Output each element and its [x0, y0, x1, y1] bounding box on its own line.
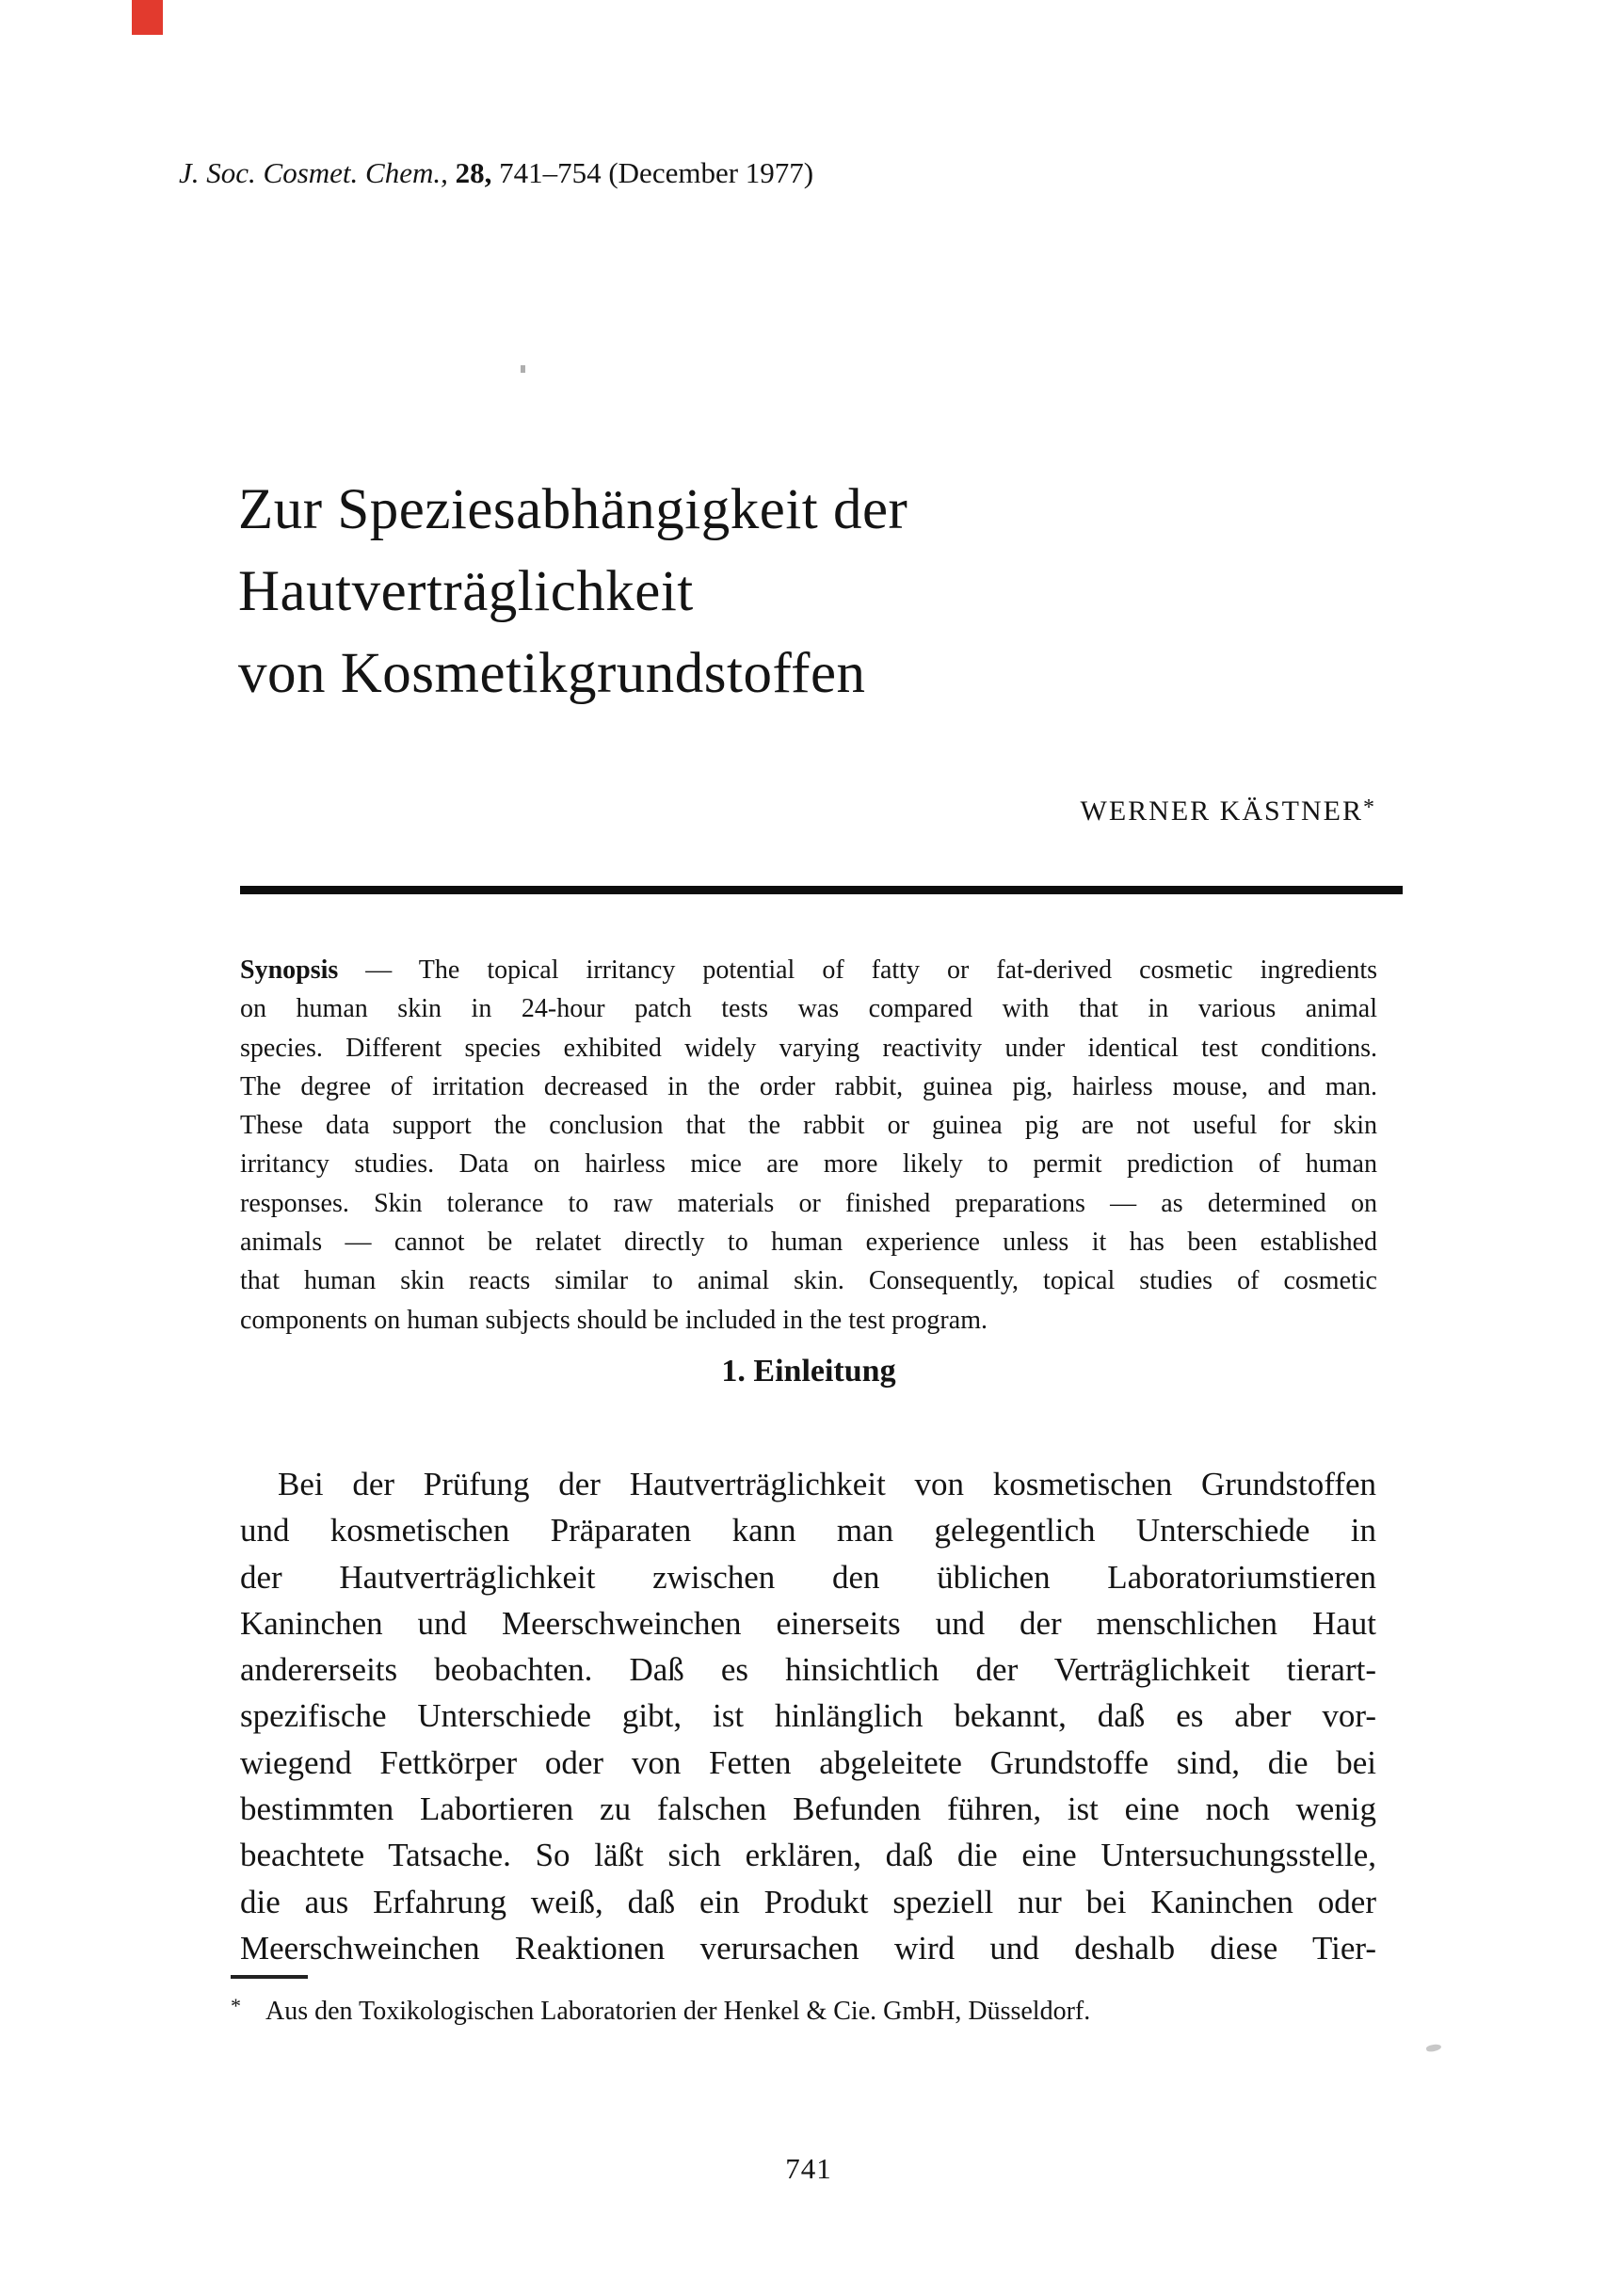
synopsis-line: animals — cannot be relatet directly to human experience unless it has been established [240, 1228, 1377, 1258]
journal-volume: 28, [455, 156, 492, 189]
author-footnote-marker: * [1363, 795, 1374, 820]
synopsis-line: These data support the conclusion that the rabbit or guinea pig are not useful for skin [240, 1111, 1377, 1141]
synopsis-line [240, 951, 1377, 989]
footnote-divider [231, 1975, 308, 1979]
body-line: Meerschweinchen Reaktionen verursachen wird und deshalb diese Tier- [240, 1929, 1376, 1967]
body-paragraph [240, 1461, 1376, 1971]
synopsis-line: irritancy studies. Data on hairless mice are more likely to permit prediction of human [240, 1149, 1377, 1180]
body-line: beachtete Tatsache. So läßt sich erklären, daß die eine Untersuchungsstelle, [240, 1837, 1376, 1874]
body-line: die aus Erfahrung weiß, daß ein Produkt speziell nur bei Kaninchen oder [240, 1883, 1376, 1920]
synopsis-text: The topical irritancy potential of fatty or fat-derived cosmetic ingredients [418, 955, 1378, 985]
footnote [231, 1994, 1379, 2027]
synopsis-line: that human skin reacts similar to animal skin. Consequently, topical studies of cosmetic [240, 1266, 1377, 1296]
article-title-line-3: von Kosmetikgrundstoffen [238, 642, 866, 705]
page-number: 741 [785, 2152, 832, 2185]
body-line: und kosmetischen Präparaten kann man gelegentlich Unterschiede in [240, 1512, 1376, 1549]
journal-name: J. Soc. Cosmet. Chem., [179, 156, 448, 189]
horizontal-rule [240, 886, 1403, 894]
body-line: Kaninchen und Meerschweinchen einerseits und der menschlichen Haut [240, 1604, 1376, 1642]
body-line: wiegend Fettkörper oder von Fetten abgeleitete Grundstoffe sind, die bei [240, 1743, 1376, 1781]
synopsis-line: components on human subjects should be included in the test program. [240, 1305, 988, 1335]
article-title-line-2: Hautverträglichkeit [238, 560, 694, 623]
journal-citation [179, 156, 813, 190]
synopsis-separator: — [365, 955, 393, 985]
synopsis-line: on human skin in 24-hour patch tests was compared with that in various animal [240, 994, 1377, 1024]
body-line: bestimmten Labortieren zu falschen Befunden führen, ist eine noch wenig [240, 1790, 1376, 1828]
author-name: WERNER KÄSTNER [1080, 795, 1363, 827]
article-title [238, 469, 1274, 714]
synopsis-line: responses. Skin tolerance to raw materials or finished preparations — as determined on [240, 1188, 1377, 1218]
author-line [238, 795, 1374, 827]
scan-red-tab-artifact [132, 0, 163, 35]
body-line: der Hautverträglichkeit zwischen den üblichen Laboratoriumstieren [240, 1558, 1376, 1596]
synopsis-line: The degree of irritation decreased in the order rabbit, guinea pig, hairless mouse, and man. [240, 1071, 1377, 1101]
body-line: spezifische Unterschiede gibt, ist hinlänglich bekannt, daß es aber vor- [240, 1697, 1376, 1735]
article-title-line-1: Zur Speziesabhängigkeit der [238, 478, 908, 541]
synopsis-line: species. Different species exhibited widely varying reactivity under identical test conditions. [240, 1033, 1377, 1063]
journal-pages-date: 741–754 (December 1977) [499, 156, 814, 189]
synopsis-label: Synopsis [240, 955, 339, 985]
section-heading-einleitung: 1. Einleitung [721, 1354, 896, 1389]
synopsis-paragraph [240, 951, 1377, 1340]
body-line: andererseits beobachten. Daß es hinsichtlich der Verträglichkeit tierart- [240, 1651, 1376, 1689]
footnote-text: Aus den Toxikologischen Laboratorien der Henkel & Cie. GmbH, Düsseldorf. [265, 1997, 1091, 2026]
footnote-marker: * [231, 1994, 241, 2017]
scan-speck-artifact [521, 365, 525, 373]
scan-smudge-artifact [1425, 2043, 1441, 2052]
body-line: Bei der Prüfung der Hautverträglichkeit von kosmetischen Grundstoffen [278, 1466, 1376, 1502]
